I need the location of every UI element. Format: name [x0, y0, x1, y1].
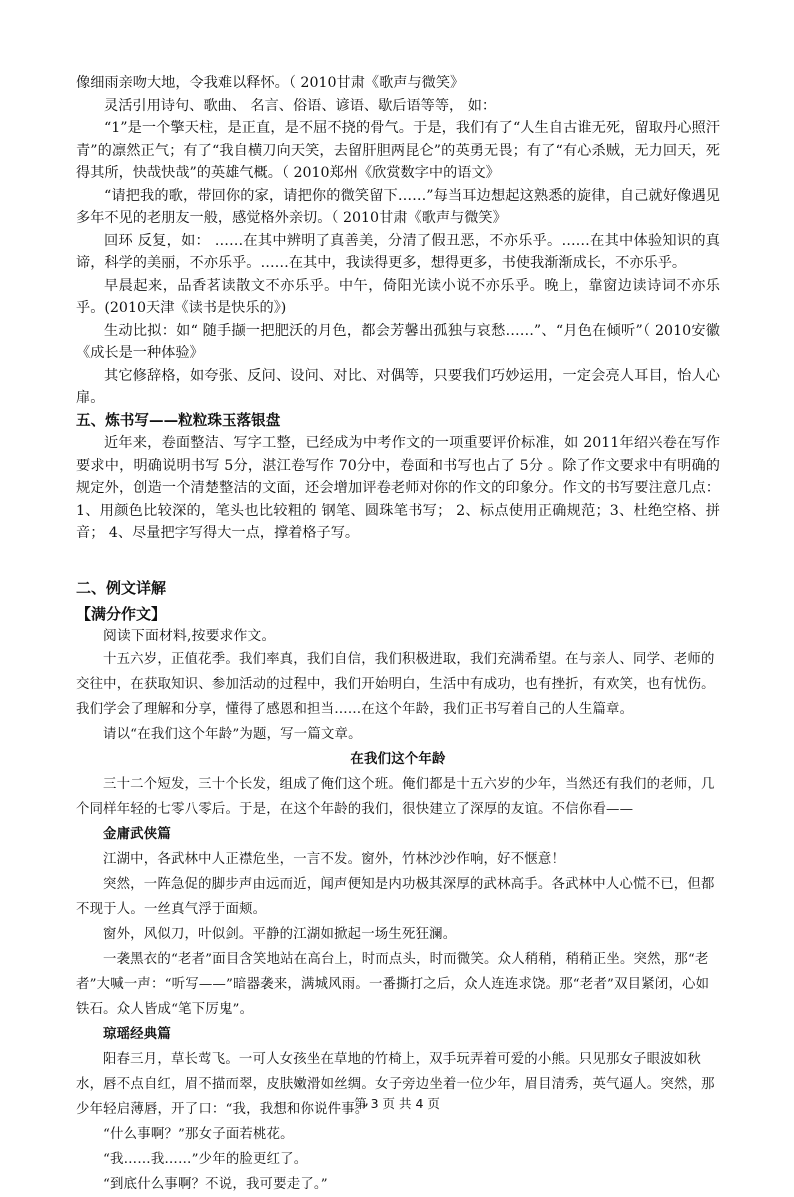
paragraph: 早晨起来，品香茗读散文不亦乐乎。中午，倚阳光读小说不亦乐乎。晚上，靠窗边读诗词不亦乐乎。(2010天津《读书是快乐的》): [76, 277, 720, 316]
paragraph: 灵活引用诗句、歌曲、 名言、俗语、谚语、歇后语等等， 如：: [104, 97, 497, 114]
paragraph: 回环 反复，如： ……在其中辨明了真善美，分清了假丑恶，不亦乐乎。……在其中体验知识的真谛，科学的美丽，不亦乐乎。……在其中，我读得更多，想得更多，书使我渐渐成长，不亦乐乎。: [76, 232, 720, 271]
essay-paragraph: 突然，一阵急促的脚步声由远而近，闻声便知是内功极其深厚的武林高手。各武林中人心慌不已，但都不现于人。一丝真气浮于面颊。: [76, 876, 715, 917]
technique-section: [76, 72, 720, 545]
essay-paragraph: 三十二个短发，三十个长发，组成了俺们这个班。俺们都是十五六岁的少年，当然还有我们的老师，几个同样年轻的七零八零后。于是，在这个年龄的我们，很快建立了深厚的友谊。不信你看——: [76, 776, 715, 817]
essay-title: 在我们这个年龄: [350, 751, 446, 767]
full-score-label: 【满分作文】: [76, 604, 167, 623]
essay-subheading: 琼瑶经典篇: [103, 1026, 171, 1042]
section-heading: 五、炼书写——粒粒珠玉落银盘: [76, 411, 281, 429]
document-page: [76, 72, 720, 1197]
essay-subheading: 金庸武侠篇: [103, 826, 171, 842]
page-footer: 第 3 页 共 4 页: [354, 1096, 440, 1111]
paragraph: 像细雨亲吻大地，令我难以释怀。（ 2010甘肃《歌声与微笑》: [76, 75, 465, 91]
essay-paragraph: 江湖中，各武林中人正襟危坐，一言不发。窗外，竹林沙沙作响，好不惬意！: [103, 851, 566, 867]
instruction: 阅读下面材料,按要求作文。: [103, 627, 276, 644]
paragraph: 生动比拟：如“ 随手撷一把肥沃的月色，都会芳馨出孤独与哀愁……”、“月色在倾听”（ 2010安徽《成长是一种体验》: [76, 322, 720, 361]
paragraph: 其它修辞格，如夸张、反问、设问、对比、对偶等，只要我们巧妙运用，一定会亮人耳目，怡人心扉。: [76, 367, 720, 406]
prompt: 请以“在我们这个年龄”为题，写一篇文章。: [103, 726, 362, 742]
paragraph: 近年来，卷面整洁、写字工整，已经成为中考作文的一项重要评价标准，如 2011年绍兴卷在写作要求中，明确说明书写 5分，湛江卷写作 70分中，卷面和书写也占了 5分 。除了作文要求中有明确的规定外，创造一个清楚整洁的文面，还会增加评卷老师对你的作文的印象分。作文的书写要注意几点： 1、用颜色比较深的，笔头也比较粗的 钢笔、圆珠笔书写； 2、标点使用正确规范；3、杜绝空格、拼音； 4、尽量把字写得大一点，撑着格子写。: [76, 435, 720, 541]
essay-paragraph: “什么事啊？”那女子面若桃花。: [103, 1126, 294, 1142]
essay-paragraph: “到底什么事啊？不说，我可要走了。”: [103, 1176, 328, 1192]
material: 十五六岁，正值花季。我们率真，我们自信，我们积极进取，我们充满希望。在与亲人、同学、老师的交往中，在获取知识、参加活动的过程中，我们开始明白，生活中有成功，也有挫折，有欢笑，也有忧伤。我们学会了理解和分享，懂得了感恩和担当……在这个年龄，我们正书写着自己的人生篇章。: [76, 651, 715, 717]
essay-paragraph: 窗外，风似刀，叶似剑。平静的江湖如掀起一场生死狂澜。: [103, 926, 457, 942]
part-heading: 二、例文详解: [76, 578, 167, 597]
essay-paragraph: “我……我……”少年的脸更红了。: [103, 1151, 308, 1167]
spacer: [76, 545, 720, 573]
paragraph: “1”是一个擎天柱，是正直，是不屈不挠的骨气。于是，我们有了“人生自古谁无死，留取丹心照汗青”的凛然正气；有了“我自横刀向天笑，去留肝胆两昆仑”的英勇无畏；有了“有心杀贼，无力回天，死得其所，快哉快哉”的英雄气概。（ 2010郑州《欣赏数字中的语文》: [76, 120, 720, 181]
essay-paragraph: 阳春三月，草长莺飞。一可人女孩坐在草地的竹椅上，双手玩弄着可爱的小熊。只见那女子眼波如秋水，唇不点自红，眉不描而翠，皮肤嫩滑如丝绸。女子旁边坐着一位少年，眉目清秀，英气逼人。突然，那少年轻启薄唇，开了口：“我，我想和你说件事。”: [76, 1051, 715, 1117]
essay-paragraph: 一袭黑衣的“老者”面目含笑地站在高台上，时而点头，时而微笑。众人稍稍，稍稍正坐。突然，那“老者”大喊一声：“听写——”暗器袭来，满城风雨。一番撕打之后，众人连连求饶。那“老者”双目紧闭，心如铁石。众人皆成“笔下厉鬼”。: [76, 951, 710, 1017]
paragraph: “请把我的歌，带回你的家，请把你的微笑留下……”每当耳边想起这熟悉的旋律，自己就好像遇见多年不见的老朋友一般，感觉格外亲切。（ 2010甘肃《歌声与微笑》: [76, 187, 720, 226]
